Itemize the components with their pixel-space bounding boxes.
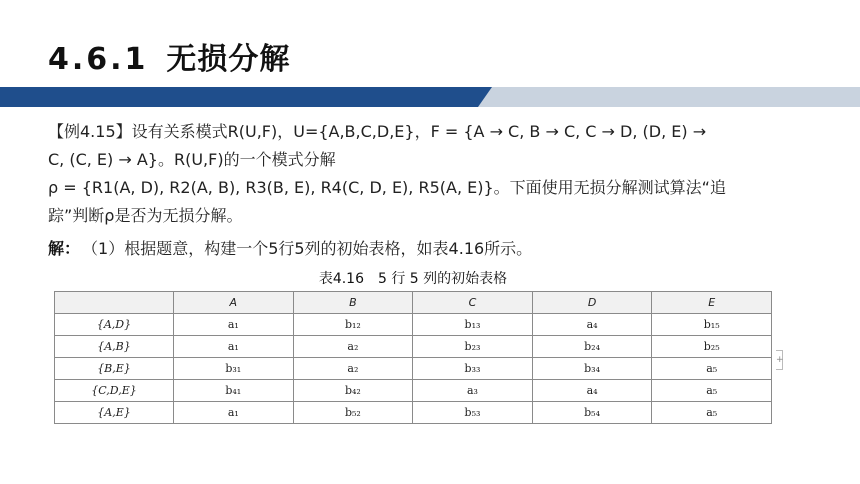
- problem-line-1: 【例4.15】设有关系模式R(U,F)，U={A,B,C,D,E}，F = {A → C, B → C, C → D, (D, E) →: [48, 122, 707, 141]
- table-cell: a₃: [413, 380, 533, 402]
- table-cell: a₅: [652, 402, 772, 424]
- table-cell: a₅: [652, 358, 772, 380]
- table-cell: b₄₁: [174, 380, 294, 402]
- initial-table: [54, 291, 772, 424]
- problem-statement: [48, 118, 818, 230]
- table-row: [55, 380, 772, 402]
- column-header: A: [174, 292, 294, 314]
- table-cell: b₃₃: [413, 358, 533, 380]
- table-cell: a₂: [293, 358, 413, 380]
- table-cell: b₃₁: [174, 358, 294, 380]
- table-cell: b₂₅: [652, 336, 772, 358]
- row-label: {A,E}: [55, 402, 174, 424]
- table-cell: b₄₂: [293, 380, 413, 402]
- table-cell: b₁₅: [652, 314, 772, 336]
- table-cell: b₅₂: [293, 402, 413, 424]
- column-header: B: [293, 292, 413, 314]
- column-header: D: [532, 292, 652, 314]
- table-cell: b₅₄: [532, 402, 652, 424]
- table-row: [55, 358, 772, 380]
- table-cell: b₁₃: [413, 314, 533, 336]
- row-label: {A,B}: [55, 336, 174, 358]
- table-row: [55, 402, 772, 424]
- banner-dark-stripe: [0, 87, 492, 107]
- row-label: {A,D}: [55, 314, 174, 336]
- row-label: {B,E}: [55, 358, 174, 380]
- column-header: C: [413, 292, 533, 314]
- solution-step: [48, 236, 532, 262]
- table-row: [55, 314, 772, 336]
- row-label: {C,D,E}: [55, 380, 174, 402]
- table-cell: b₂₃: [413, 336, 533, 358]
- table-caption: 表4.16 5 行 5 列的初始表格: [318, 271, 508, 287]
- table-cell: a₄: [532, 314, 652, 336]
- table-cell: a₁: [174, 336, 294, 358]
- column-header: [55, 292, 174, 314]
- section-title: 无损分解: [166, 42, 291, 77]
- column-header: E: [652, 292, 772, 314]
- problem-line-2: C, (C, E) → A}。R(U,F)的一个模式分解: [48, 150, 336, 169]
- problem-line-4: 踪”判断ρ是否为无损分解。: [48, 206, 243, 225]
- table-cell: a₄: [532, 380, 652, 402]
- table-cell: b₅₃: [413, 402, 533, 424]
- table-cell: b₂₄: [532, 336, 652, 358]
- table-cell: b₁₂: [293, 314, 413, 336]
- section-heading: [48, 34, 290, 78]
- solution-label: 解：: [48, 239, 81, 258]
- table-cell: a₂: [293, 336, 413, 358]
- table-cell: a₅: [652, 380, 772, 402]
- table-header-row: [55, 292, 772, 314]
- problem-line-3: ρ = {R1(A, D), R2(A, B), R3(B, E), R4(C, D, E), R5(A, E)}。下面使用无损分解测试算法“追: [48, 178, 726, 197]
- table-cell: a₁: [174, 314, 294, 336]
- table-cell: a₁: [174, 402, 294, 424]
- solution-text: （1）根据题意，构建一个5行5列的初始表格，如表4.16所示。: [90, 239, 533, 258]
- section-number: 4.6.1: [48, 42, 149, 77]
- table-resize-handle[interactable]: +: [776, 350, 783, 370]
- table-row: [55, 336, 772, 358]
- table-cell: b₃₄: [532, 358, 652, 380]
- header-banner: [0, 87, 860, 107]
